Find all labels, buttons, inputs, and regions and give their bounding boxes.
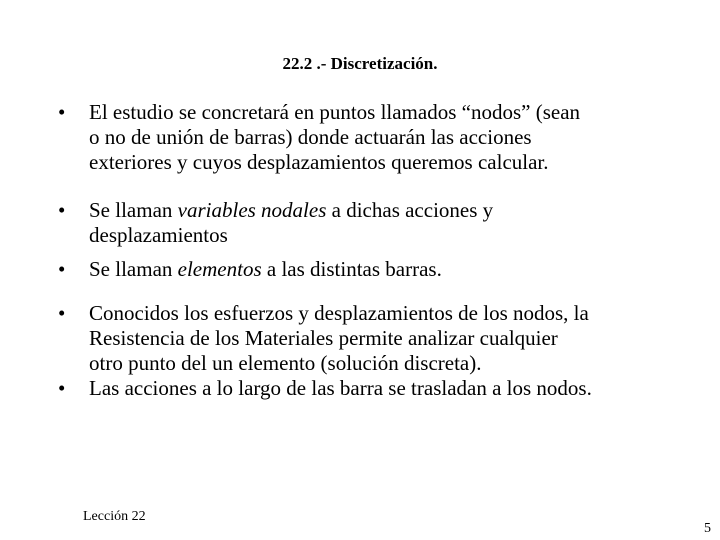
bullet-line: otro punto del un elemento (solución discreta). (89, 351, 482, 375)
bullet-line: o no de unión de barras) donde actuarán las acciones (89, 125, 532, 149)
footer-lesson: Lección 22 (83, 509, 146, 524)
bullet-item (0, 100, 720, 175)
bullet-line: desplazamientos (89, 223, 228, 247)
bullet-line: El estudio se concretará en puntos llamados “nodos” (sean (89, 100, 581, 124)
bullet-group-2 (0, 198, 720, 282)
bullet-marker: • (58, 301, 66, 325)
bullet-line: exteriores y cuyos desplazamientos queremos calcular. (89, 150, 549, 174)
text-run: a dichas acciones y (326, 198, 494, 222)
term-variables-nodales: variables nodales (177, 198, 327, 222)
term-elementos: elementos (177, 257, 262, 281)
text-run: Se llaman (89, 198, 178, 222)
page-number: 5 (704, 521, 711, 536)
bullet-text (89, 376, 689, 401)
bullet-line (89, 198, 689, 223)
bullet-item (0, 301, 720, 376)
bullet-marker: • (58, 257, 66, 281)
bullet-text (89, 198, 689, 248)
bullet-marker: • (58, 376, 66, 400)
bullet-item (0, 257, 720, 282)
bullet-item (0, 198, 720, 248)
bullet-line: Conocidos los esfuerzos y desplazamientos de los nodos, la (89, 301, 589, 325)
bullet-text (89, 301, 689, 376)
bullet-item (0, 376, 720, 401)
bullet-line (89, 257, 689, 282)
bullet-line: Las acciones a lo largo de las barra se trasladan a los nodos. (89, 376, 592, 400)
slide-title: 22.2 .- Discretización. (282, 54, 438, 73)
bullet-text (89, 257, 689, 282)
bullet-marker: • (58, 100, 66, 124)
bullet-group-3 (0, 301, 720, 401)
text-run: a las distintas barras. (261, 257, 442, 281)
text-run: Se llaman (89, 257, 178, 281)
bullet-line: Resistencia de los Materiales permite analizar cualquier (89, 326, 558, 350)
bullet-text (89, 100, 689, 175)
bullet-group-1 (0, 100, 720, 175)
bullet-marker: • (58, 198, 66, 222)
